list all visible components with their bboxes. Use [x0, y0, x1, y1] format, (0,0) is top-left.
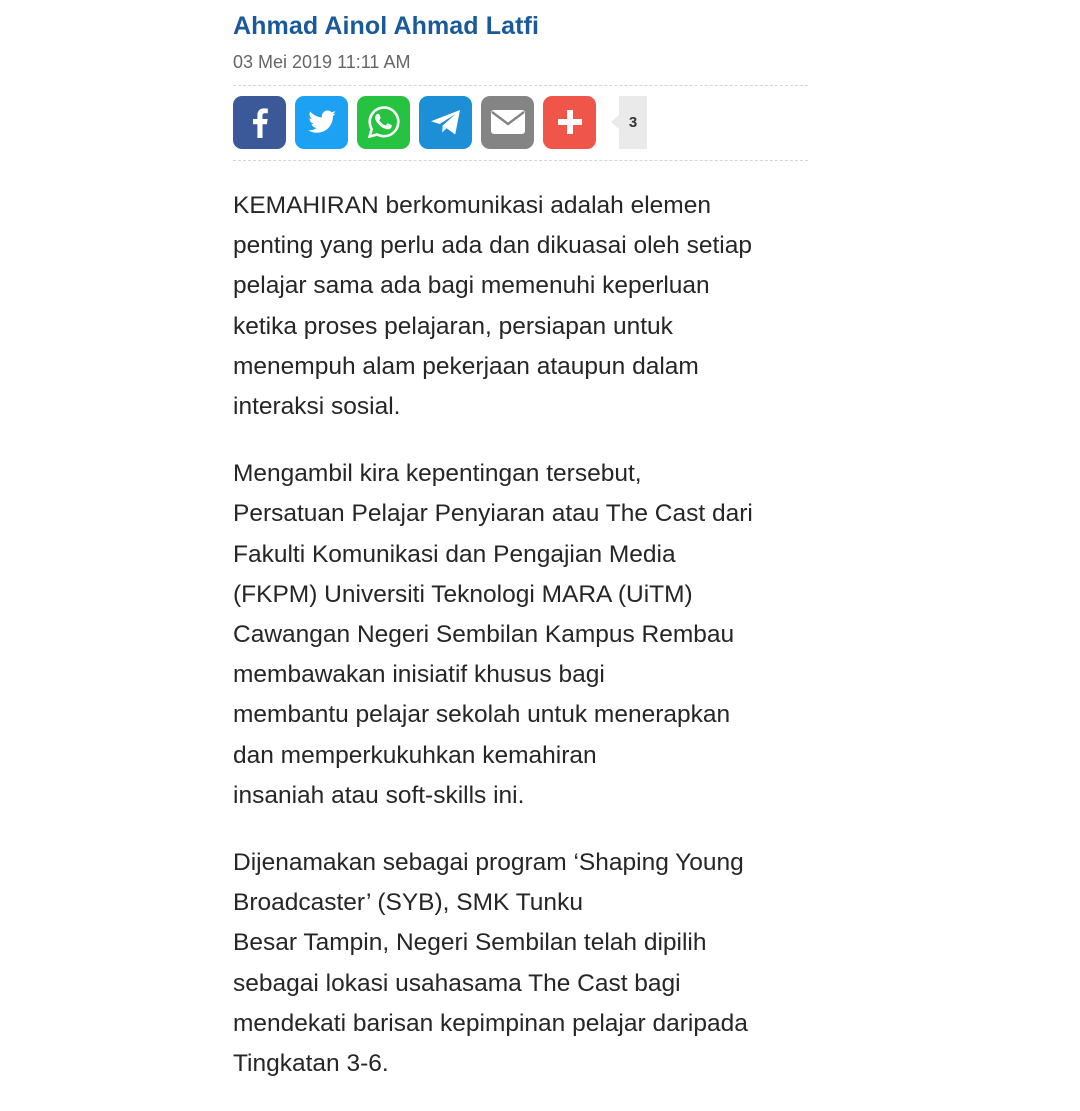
share-bar	[233, 95, 808, 149]
plus-icon	[555, 107, 585, 137]
article-body	[233, 186, 808, 1084]
twitter-icon	[304, 104, 340, 140]
twitter-share-button[interactable]	[295, 96, 348, 149]
article	[233, 0, 808, 1111]
whatsapp-icon	[365, 103, 403, 141]
whatsapp-share-button[interactable]	[357, 96, 410, 149]
facebook-icon	[243, 105, 277, 139]
divider-top	[233, 85, 808, 86]
paragraph: KEMAHIRAN berkomunikasi adalah elemen penting yang perlu ada dan dikuasai oleh setiap pelajar sama ada bagi memenuhi keperluan ketika proses pelajaran, persiapan untuk menempuh alam pekerjaan ataupun dalam interaksi sosial.	[233, 192, 752, 421]
author-name[interactable]: Ahmad Ainol Ahmad Latfi	[233, 12, 539, 40]
paragraph: Mengambil kira kepentingan tersebut, Persatuan Pelajar Penyiaran atau The Cast dari Fakulti Komunikasi dan Pengajian Media (FKPM) Universiti Teknologi MARA (UiTM) Cawangan Negeri Sembilan Kampus Rembau membawakan inisiatif khusus bagi membantu pelajar sekolah untuk menerapkan dan memperkukuhkan kemahiran insaniah atau soft-skills ini.	[233, 460, 753, 809]
share-counter	[611, 96, 647, 149]
telegram-icon	[427, 103, 465, 141]
paragraph: Dijenamakan sebagai program ‘Shaping Young Broadcaster’ (SYB), SMK Tunku Besar Tampin, Negeri Sembilan telah dipilih sebagai lokasi usahasama The Cast bagi mendekati barisan kepimpinan pelajar daripada Tingkatan 3-6.	[233, 849, 748, 1078]
telegram-share-button[interactable]	[419, 96, 472, 149]
publish-date: 03 Mei 2019 11:11 AM	[233, 52, 411, 72]
facebook-share-button[interactable]	[233, 96, 286, 149]
email-share-button[interactable]	[481, 96, 534, 149]
divider-bottom	[233, 160, 808, 161]
share-count: 3	[619, 96, 647, 149]
more-share-button[interactable]	[543, 96, 596, 149]
mail-icon	[489, 107, 527, 137]
